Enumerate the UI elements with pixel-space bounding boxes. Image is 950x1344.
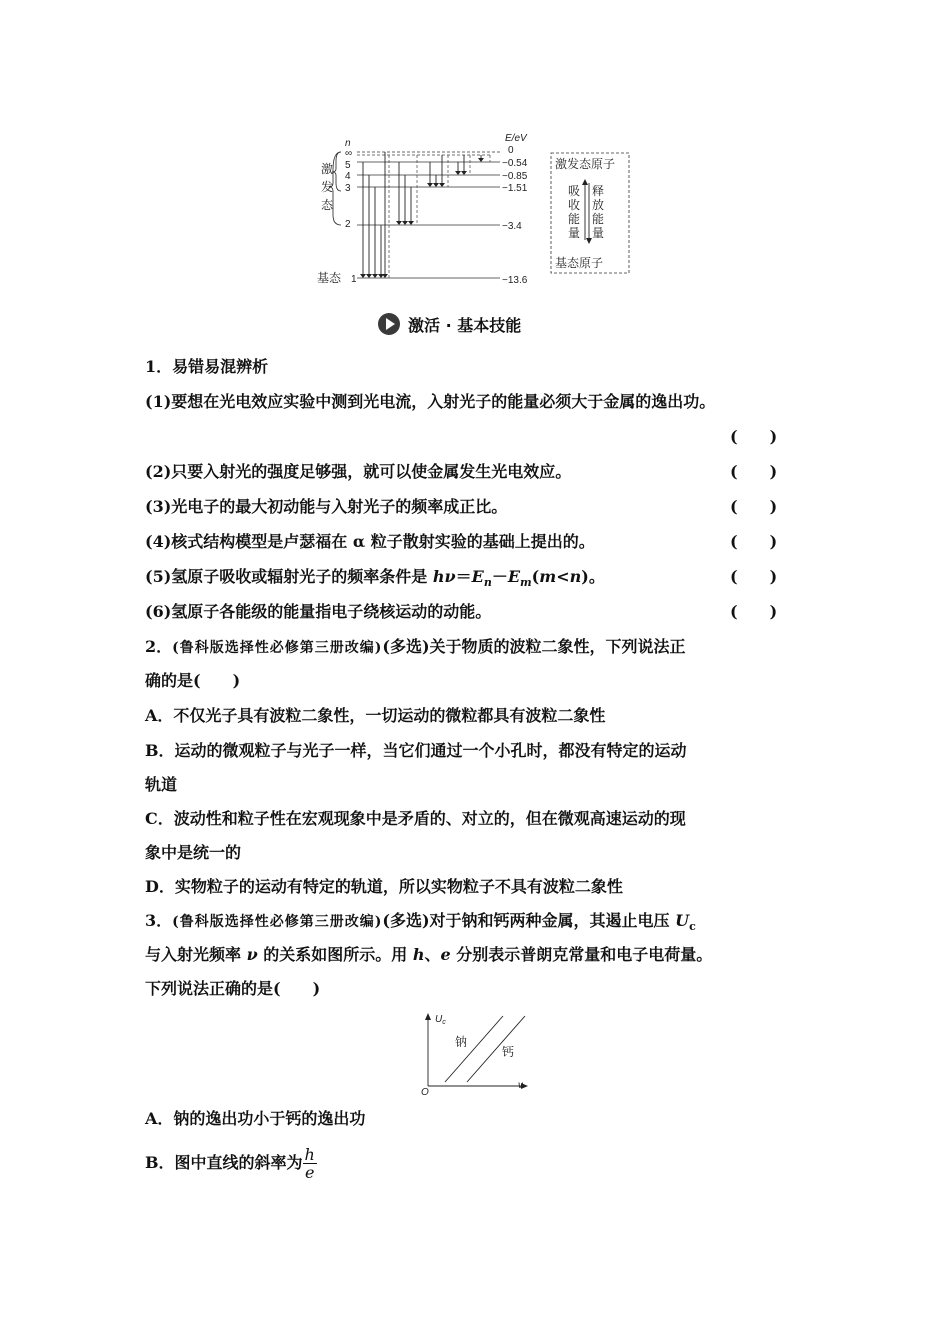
sodium-label: 钠 <box>455 1035 468 1049</box>
svg-text:吸: 吸 <box>568 184 581 198</box>
svg-text:能: 能 <box>568 212 581 226</box>
energy-level-diagram <box>305 125 640 290</box>
slope-fraction: $\frac{h}{e}$ <box>304 1145 315 1182</box>
play-icon <box>378 313 400 335</box>
q1-heading: 1．易错易混辨析 <box>145 357 269 376</box>
sodium-line <box>445 1016 503 1082</box>
section-heading <box>378 310 521 338</box>
q3-option-b: B．图中直线的斜率为 $\frac{h}{e}$ <box>145 1145 315 1182</box>
n-axis-label: n <box>345 138 351 149</box>
level-n-2: 2 <box>345 219 351 230</box>
q1-bracket-5: ( ) <box>730 567 778 586</box>
arrow-heads <box>360 158 484 278</box>
level-e-5: −0.54 <box>502 158 528 169</box>
box-ground-atom: 基态原子 <box>555 256 604 270</box>
svg-text:量: 量 <box>592 226 605 240</box>
dashed-connectors <box>357 155 490 278</box>
level-e-1: −13.6 <box>502 275 528 286</box>
q2-option-b-cont: 轨道 <box>145 775 178 794</box>
q2-option-d: D．实物粒子的运动有特定的轨道，所以实物粒子不具有波粒二象性 <box>145 877 623 896</box>
q1-item-6: (6)氢原子各能级的能量指电子绕核运动的动能。 <box>145 602 492 621</box>
q1-bracket-2: ( ) <box>730 462 778 481</box>
svg-text:放: 放 <box>592 198 605 212</box>
origin-label: O <box>421 1087 429 1098</box>
atom-state-box <box>551 153 629 273</box>
release-energy-text <box>592 184 604 240</box>
q1-item-5: (5)氢原子吸收或辐射光子的频率条件是 $h\nu=E_n-E_m(m<n)$。 <box>145 567 605 590</box>
q1-bracket-6: ( ) <box>730 602 778 621</box>
y-axis-label: $U_c$ <box>435 1014 446 1026</box>
q3-stem-line2: 与入射光频率 ν 的关系如图所示。用 h、e 分别表示普朗克常量和电子电荷量。 <box>145 945 713 964</box>
energy-axis-label: E/eV <box>505 133 527 144</box>
q2-stem-line2: 确的是( ) <box>145 671 241 690</box>
ground-state-label: 基态 <box>317 271 342 285</box>
calcium-line <box>467 1016 525 1082</box>
q2-option-a: A．不仅光子具有波粒二象性，一切运动的微粒都具有波粒二象性 <box>145 706 606 725</box>
level-n-3: 3 <box>345 183 351 194</box>
excited-char-3: 态 <box>321 198 334 212</box>
q3-stem-line3: 下列说法正确的是( ) <box>145 979 321 998</box>
q3-stem-line1: 3．(鲁科版选择性必修第三册改编)(多选)对于钠和钙两种金属，其遏止电压 $U_c$ <box>145 911 696 934</box>
uc-frequency-graph <box>415 1008 535 1098</box>
q2-option-c-cont: 象中是统一的 <box>145 843 242 862</box>
level-e-inf: 0 <box>508 145 514 156</box>
q1-bracket-3: ( ) <box>730 497 778 516</box>
level-e-2: −3.4 <box>502 221 522 232</box>
q1-bracket-1: ( ) <box>730 427 778 446</box>
absorb-energy-text <box>568 184 580 240</box>
q1-item-2: (2)只要入射光的强度足够强，就可以使金属发生光电效应。 <box>145 462 572 481</box>
q1-bracket-4: ( ) <box>730 532 778 551</box>
q1-item-3: (3)光电子的最大初动能与入射光子的频率成正比。 <box>145 497 508 516</box>
svg-text:量: 量 <box>568 226 581 240</box>
q1-item-4: (4)核式结构模型是卢瑟福在 α 粒子散射实验的基础上提出的。 <box>145 532 595 551</box>
q2-option-b: B．运动的微观粒子与光子一样，当它们通过一个小孔时，都没有特定的运动 <box>145 741 687 760</box>
q2-option-c: C．波动性和粒子性在宏观现象中是矛盾的、对立的，但在微观高速运动的现 <box>145 809 686 828</box>
y-axis-arrow <box>425 1013 431 1020</box>
level-n-4: 4 <box>345 171 351 182</box>
absorb-arrow-head <box>582 179 588 185</box>
level-n-inf: ∞ <box>345 148 353 159</box>
excited-char-1: 激 <box>321 162 334 176</box>
transition-arrows <box>363 152 481 275</box>
calcium-label: 钙 <box>502 1045 515 1059</box>
level-lines <box>357 152 500 278</box>
level-n-5: 5 <box>345 160 351 171</box>
excited-char-2: 发 <box>321 180 334 194</box>
svg-text:能: 能 <box>592 212 605 226</box>
level-n-1: 1 <box>351 274 357 285</box>
box-excited-atom: 激发态原子 <box>555 157 616 171</box>
svg-text:收: 收 <box>568 198 581 212</box>
svg-text:释: 释 <box>592 184 605 198</box>
level-e-4: −0.85 <box>502 171 528 182</box>
release-arrow-head <box>586 238 592 244</box>
section-title: 激活 · 基本技能 <box>408 315 522 335</box>
level-e-3: −1.51 <box>502 183 528 194</box>
q3-option-a: A．钠的逸出功小于钙的逸出功 <box>145 1109 366 1128</box>
q1-item-1: (1)要想在光电效应实验中测到光电流，入射光子的能量必须大于金属的逸出功。 <box>145 392 716 411</box>
q2-stem-line1: 2．(鲁科版选择性必修第三册改编)(多选)关于物质的波粒二象性，下列说法正 <box>145 637 686 656</box>
x-axis-label: ν <box>518 1080 523 1091</box>
